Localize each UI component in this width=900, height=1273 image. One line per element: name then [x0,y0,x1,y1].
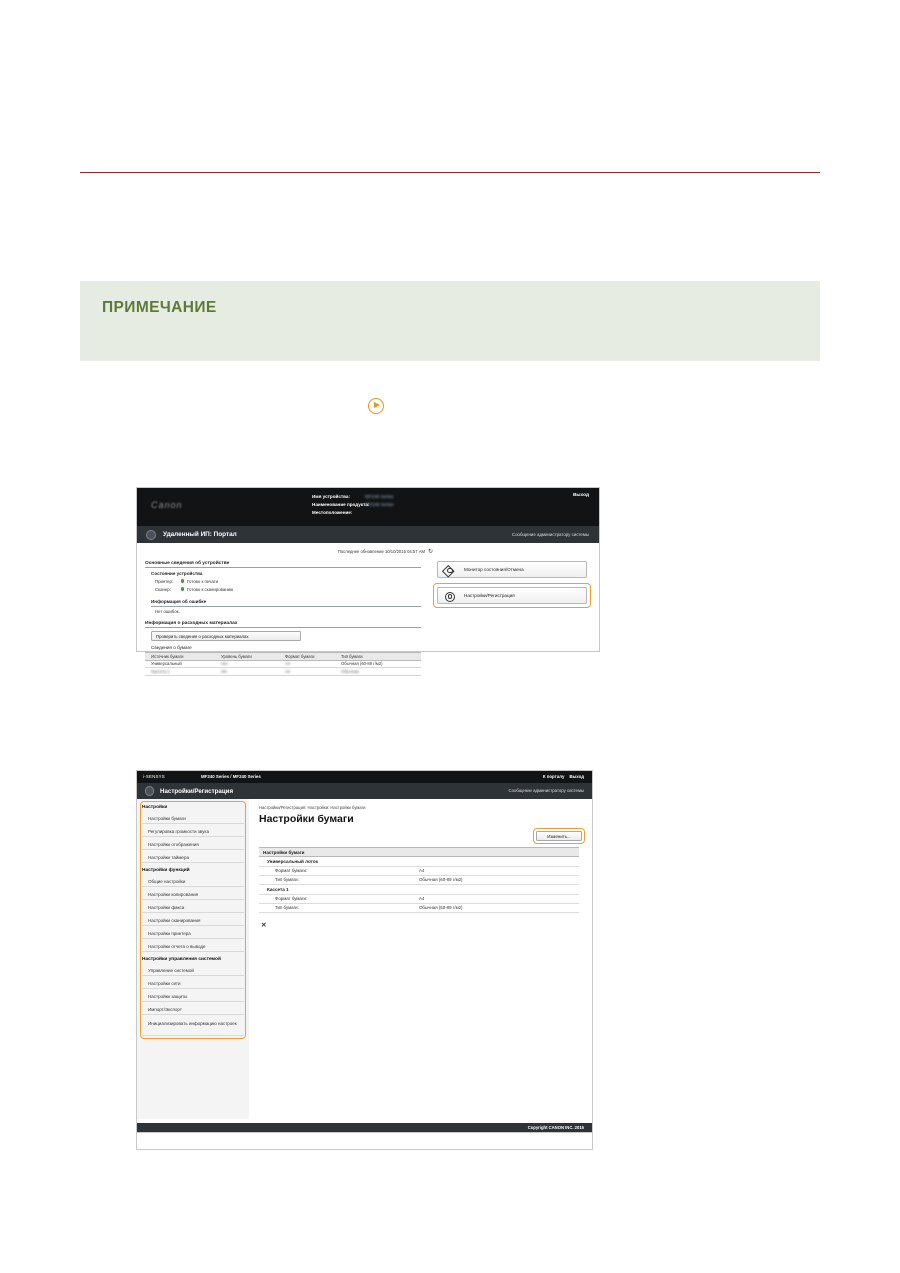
remote-ui-portal-screenshot [136,487,600,674]
sidebar-item-network[interactable]: Настройки сети [148,981,181,986]
scanner-status: Готово к сканированию [187,587,234,592]
breadcrumb: Настройки/Регистрация: Настройки: Настройки бумаги [259,805,366,810]
status-monitor-label: Монитор состояния/Отмена [464,567,524,573]
highlight-change-button [533,828,585,844]
scanner-label: Сканер: [155,587,171,592]
td-type: Обычная [341,668,359,674]
figure2-titlebar [137,783,592,799]
scanner-status-dot [181,587,184,590]
sidebar-item-display[interactable]: Настройки отображения [148,842,199,847]
paper-info-heading: Сведения о бумаге [151,645,192,650]
canon-logo: Canon [151,500,183,510]
change-button[interactable]: Изменить... [536,831,582,841]
location-label: Местоположение: [312,509,353,515]
logout-link[interactable]: Выход [569,774,584,780]
label-paper-type: Тип бумаги: [275,877,299,882]
sidebar-item-scan[interactable]: Настройки сканирования [148,918,201,923]
figure2-topbar [137,771,592,783]
note-callout [80,281,820,361]
main-panel [249,799,592,1119]
device-info-heading: Основные сведения об устройстве [145,561,421,568]
highlight-settings-registration [433,583,591,608]
settings-registration-label: Настройки/Регистрация [464,593,515,599]
sidebar-item-report[interactable]: Настройки отчета о выводе [148,944,206,949]
product-name-label: Наименование продукта: [312,501,370,507]
error-info-value: Нет ошибок. [155,609,180,614]
page-title: Настройки бумаги [259,813,354,825]
sidebar-item-security[interactable]: Настройки защиты [148,994,188,999]
th-type: Тип бумаги [341,654,363,660]
close-icon[interactable]: ✕ [261,922,267,929]
group-cassette-1: Кассета 1 [267,887,289,892]
settings-title: Настройки/Регистрация [160,787,234,795]
device-state-heading: Состояние устройства [151,571,203,576]
table-row [145,667,421,676]
highlight-sidebar [140,801,246,1039]
sidebar-item-printer[interactable]: Настройки принтера [148,931,191,936]
figure1-header [137,488,599,526]
value-paper-size: A4 [419,896,425,901]
td-source: Универсальный [151,660,182,666]
note-title: ПРИМЕЧАНИЕ [102,299,217,316]
sidebar-item-fax[interactable]: Настройки факса [148,905,185,910]
last-update-text: Последнее обновление 10/10/2015 04:57 AM [337,549,425,554]
section-header-label: Настройки бумаги [263,849,305,855]
portal-icon [146,530,156,540]
device-info-labels [312,493,369,516]
td-level: OK [221,668,228,674]
label-paper-type: Тип бумаги: [275,905,299,910]
device-info-values [365,493,394,509]
sidebar-group-functions: Настройки функций [142,868,190,873]
td-type: Обычная (60-89 г/м2) [341,660,383,666]
group-multipurpose-tray: Универсальный лоток [267,859,318,864]
play-circle-icon [368,398,384,414]
sidebar-item-timer[interactable]: Настройки таймера [148,855,189,860]
message-to-admin-link[interactable]: Сообщение администратору системы [508,788,584,794]
settings-registration-screenshot [136,770,593,1150]
td-source: Кассета 1 [151,668,170,674]
error-info-heading: Информация об ошибке [151,599,207,604]
printer-status: Готово к печати [187,579,219,584]
sidebar-item-copy[interactable]: Настройки копирования [148,892,199,897]
sidebar-item-volume[interactable]: Регулировка громкости звука [148,829,209,834]
device-name-label: Имя устройства: [312,494,350,499]
status-monitor-cancel-button[interactable] [437,561,587,578]
portal-link[interactable]: К порталу [542,774,565,780]
sidebar-group-settings: Настройки [142,805,168,810]
product-name-value: MF249 Series [365,501,394,507]
value-paper-type: Обычная (60-89 г/м2) [419,877,463,882]
value-paper-size: A4 [419,868,425,873]
sidebar [137,799,250,1119]
section-header [259,847,579,857]
value-paper-type: Обычная (60-89 г/м2) [419,905,463,910]
figure1-titlebar [137,526,599,543]
device-name-value: MF240 Series [365,494,394,499]
th-source: Источник бумаги [151,654,184,660]
status-monitor-icon [444,565,456,577]
sidebar-item-paper-settings[interactable]: Настройки бумаги [148,816,186,821]
error-info-rule [151,606,421,607]
th-level: Уровень бумаги [221,654,252,660]
label-paper-size: Формат бумаги: [275,868,308,873]
sidebar-item-import-export[interactable]: Импорт/Экспорт [148,1007,182,1012]
sidebar-item-initialize[interactable]: Инициализировать информацию настроек [148,1021,237,1026]
brand-label: i-SENSYS [143,774,165,780]
check-consumables-button[interactable]: Проверить сведения о расходных материалах [151,631,301,641]
header-divider [80,172,820,173]
sidebar-group-system: Настройки управления системой [142,957,221,962]
logout-link[interactable]: Выход [572,493,589,498]
printer-status-dot [181,579,184,582]
refresh-icon[interactable]: ↻ [427,549,433,555]
portal-title: Удаленный ИП: Портал [163,531,237,538]
td-level: Нет [221,660,229,666]
consumables-heading: Информация о расходных материалах [145,621,421,628]
sidebar-item-system-management[interactable]: Управление системой [148,968,194,973]
td-size: A4 [285,660,291,666]
printer-label: Принтер: [155,579,174,584]
settings-icon [145,786,154,795]
copyright-text: Copyright CANON INC. 2015 [527,1125,584,1131]
td-size: A4 [285,668,291,674]
message-to-admin-link[interactable]: Сообщение администратору системы [511,532,589,537]
figure2-bottom-strip [137,1132,592,1149]
label-paper-size: Формат бумаги: [275,896,308,901]
figure1-body [137,543,599,674]
model-label: MF240 Series / MF240 Series [201,774,261,780]
th-size: Формат бумаги [285,654,315,660]
sidebar-item-common[interactable]: Общие настройки [148,879,186,884]
topbar-links [543,774,584,779]
